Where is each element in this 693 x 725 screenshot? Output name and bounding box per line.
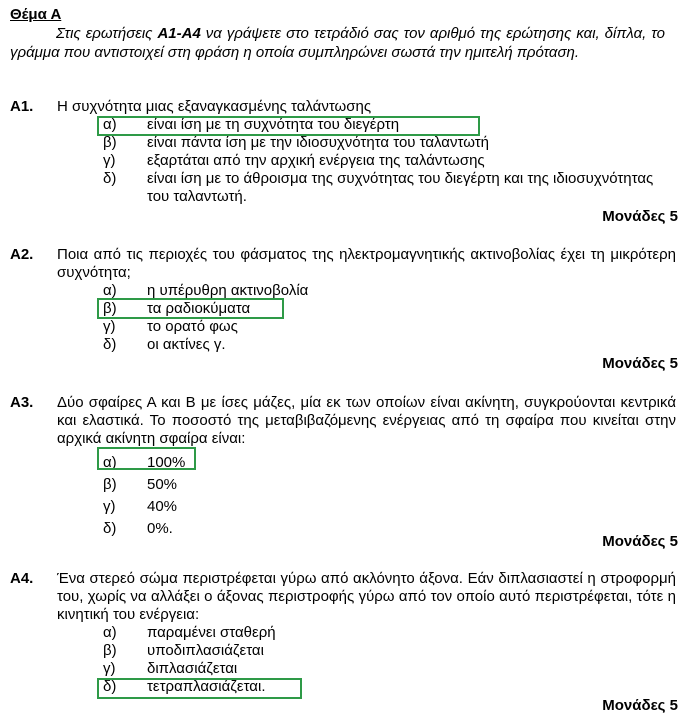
option-c: [103, 496, 676, 518]
option-label: γ): [103, 498, 116, 515]
option-label: α): [103, 624, 117, 641]
instructions: [10, 24, 665, 62]
option-label: β): [103, 642, 117, 659]
option-b: [103, 134, 676, 152]
option-label: α): [103, 282, 117, 299]
question-text: Η συχνότητα μιας εξαναγκασμένης ταλάντωσης: [57, 98, 372, 115]
marks-label: Μονάδες 5: [602, 208, 678, 225]
correct-answer-highlight: [97, 678, 302, 699]
option-d: [103, 170, 676, 206]
option-label: α): [103, 116, 117, 133]
option-label: δ): [103, 520, 117, 537]
option-c: [103, 152, 676, 170]
option-b: [103, 474, 676, 496]
marks-label: Μονάδες 5: [602, 697, 678, 714]
option-d: [103, 336, 676, 354]
option-text: είναι ίση με τη συχνότητα του διεγέρτη: [147, 116, 400, 133]
question-number: Α3.: [10, 394, 34, 411]
intro-post: να γράψετε στο τετράδιό σας τον αριθμό της ερώτησης και, δίπλα, το γράμμα που αντιστοιχεί στη φράση η οποία συμπληρώνει σωστά την ημιτελή πρόταση.: [10, 25, 666, 61]
question-text: Ένα στερεό σώμα περιστρέφεται γύρω από ακλόνητο άξονα. Εάν διπλασιαστεί η στροφορμή του, χωρίς να αλλάξει ο άξονας περιστροφής γύρω από τον οποίο αυτό περιστρέφεται, τότε η κινητική του ενέργεια:: [57, 570, 676, 623]
option-text: 40%: [147, 498, 178, 515]
correct-answer-highlight: [97, 447, 196, 470]
section-title: Θέμα Α: [10, 6, 62, 23]
option-text: υποδιπλασιάζεται: [147, 642, 264, 659]
question-text: Ποια από τις περιοχές του φάσματος της ηλεκτρομαγνητικής ακτινοβολίας έχει τη μικρότερη συχνότητα;: [57, 246, 676, 281]
marks-label: Μονάδες 5: [602, 533, 678, 550]
option-text: εξαρτάται από την αρχική ενέργεια της ταλάντωσης: [147, 152, 485, 169]
option-text: τετραπλασιάζεται.: [147, 678, 266, 695]
option-text: 50%: [147, 476, 178, 493]
option-text: 100%: [147, 454, 186, 471]
option-label: δ): [103, 678, 117, 695]
option-text: η υπέρυθρη ακτινοβολία: [147, 282, 309, 299]
intro-bold: Α1-Α4: [157, 25, 201, 42]
option-label: α): [103, 454, 117, 471]
question-number: Α4.: [10, 570, 34, 587]
option-label: δ): [103, 170, 117, 187]
option-label: γ): [103, 152, 116, 169]
option-c: [103, 318, 676, 336]
option-b: [103, 642, 676, 660]
option-text: παραμένει σταθερή: [147, 624, 276, 641]
question-text: Δύο σφαίρες Α και Β με ίσες μάζες, μία εκ των οποίων είναι ακίνητη, συγκρούονται κεντρικά και ελαστικά. Το ποσοστό της μεταβιβαζόμενης ενέργειας από τη σφαίρα που κινείται στην αρχικά ακίνητη σφαίρα είναι:: [57, 394, 676, 447]
option-text: οι ακτίνες γ.: [147, 336, 226, 353]
option-label: γ): [103, 318, 116, 335]
option-label: β): [103, 300, 117, 317]
correct-answer-highlight: [97, 116, 480, 136]
option-label: β): [103, 134, 117, 151]
option-text: το ορατό φως: [147, 318, 238, 335]
intro-pre: Στις ερωτήσεις: [56, 25, 158, 42]
option-text: είναι πάντα ίση με την ιδιοσυχνότητα του ταλαντωτή: [147, 134, 489, 151]
correct-answer-highlight: [97, 298, 284, 319]
question-a1: [10, 98, 676, 206]
option-text: 0%.: [147, 520, 173, 537]
option-label: δ): [103, 336, 117, 353]
option-c: [103, 660, 676, 678]
marks-label: Μονάδες 5: [602, 355, 678, 372]
option-text: διπλασιάζεται: [147, 660, 238, 677]
option-d: [103, 518, 676, 540]
option-label: β): [103, 476, 117, 493]
option-text: τα ραδιοκύματα: [147, 300, 251, 317]
question-number: Α1.: [10, 98, 34, 115]
option-label: γ): [103, 660, 116, 677]
option-a: [103, 624, 676, 642]
option-text: είναι ίση με το άθροισμα της συχνότητας του διεγέρτη και της ιδιοσυχνότητας του ταλαντωτή.: [147, 170, 654, 205]
question-number: Α2.: [10, 246, 34, 263]
